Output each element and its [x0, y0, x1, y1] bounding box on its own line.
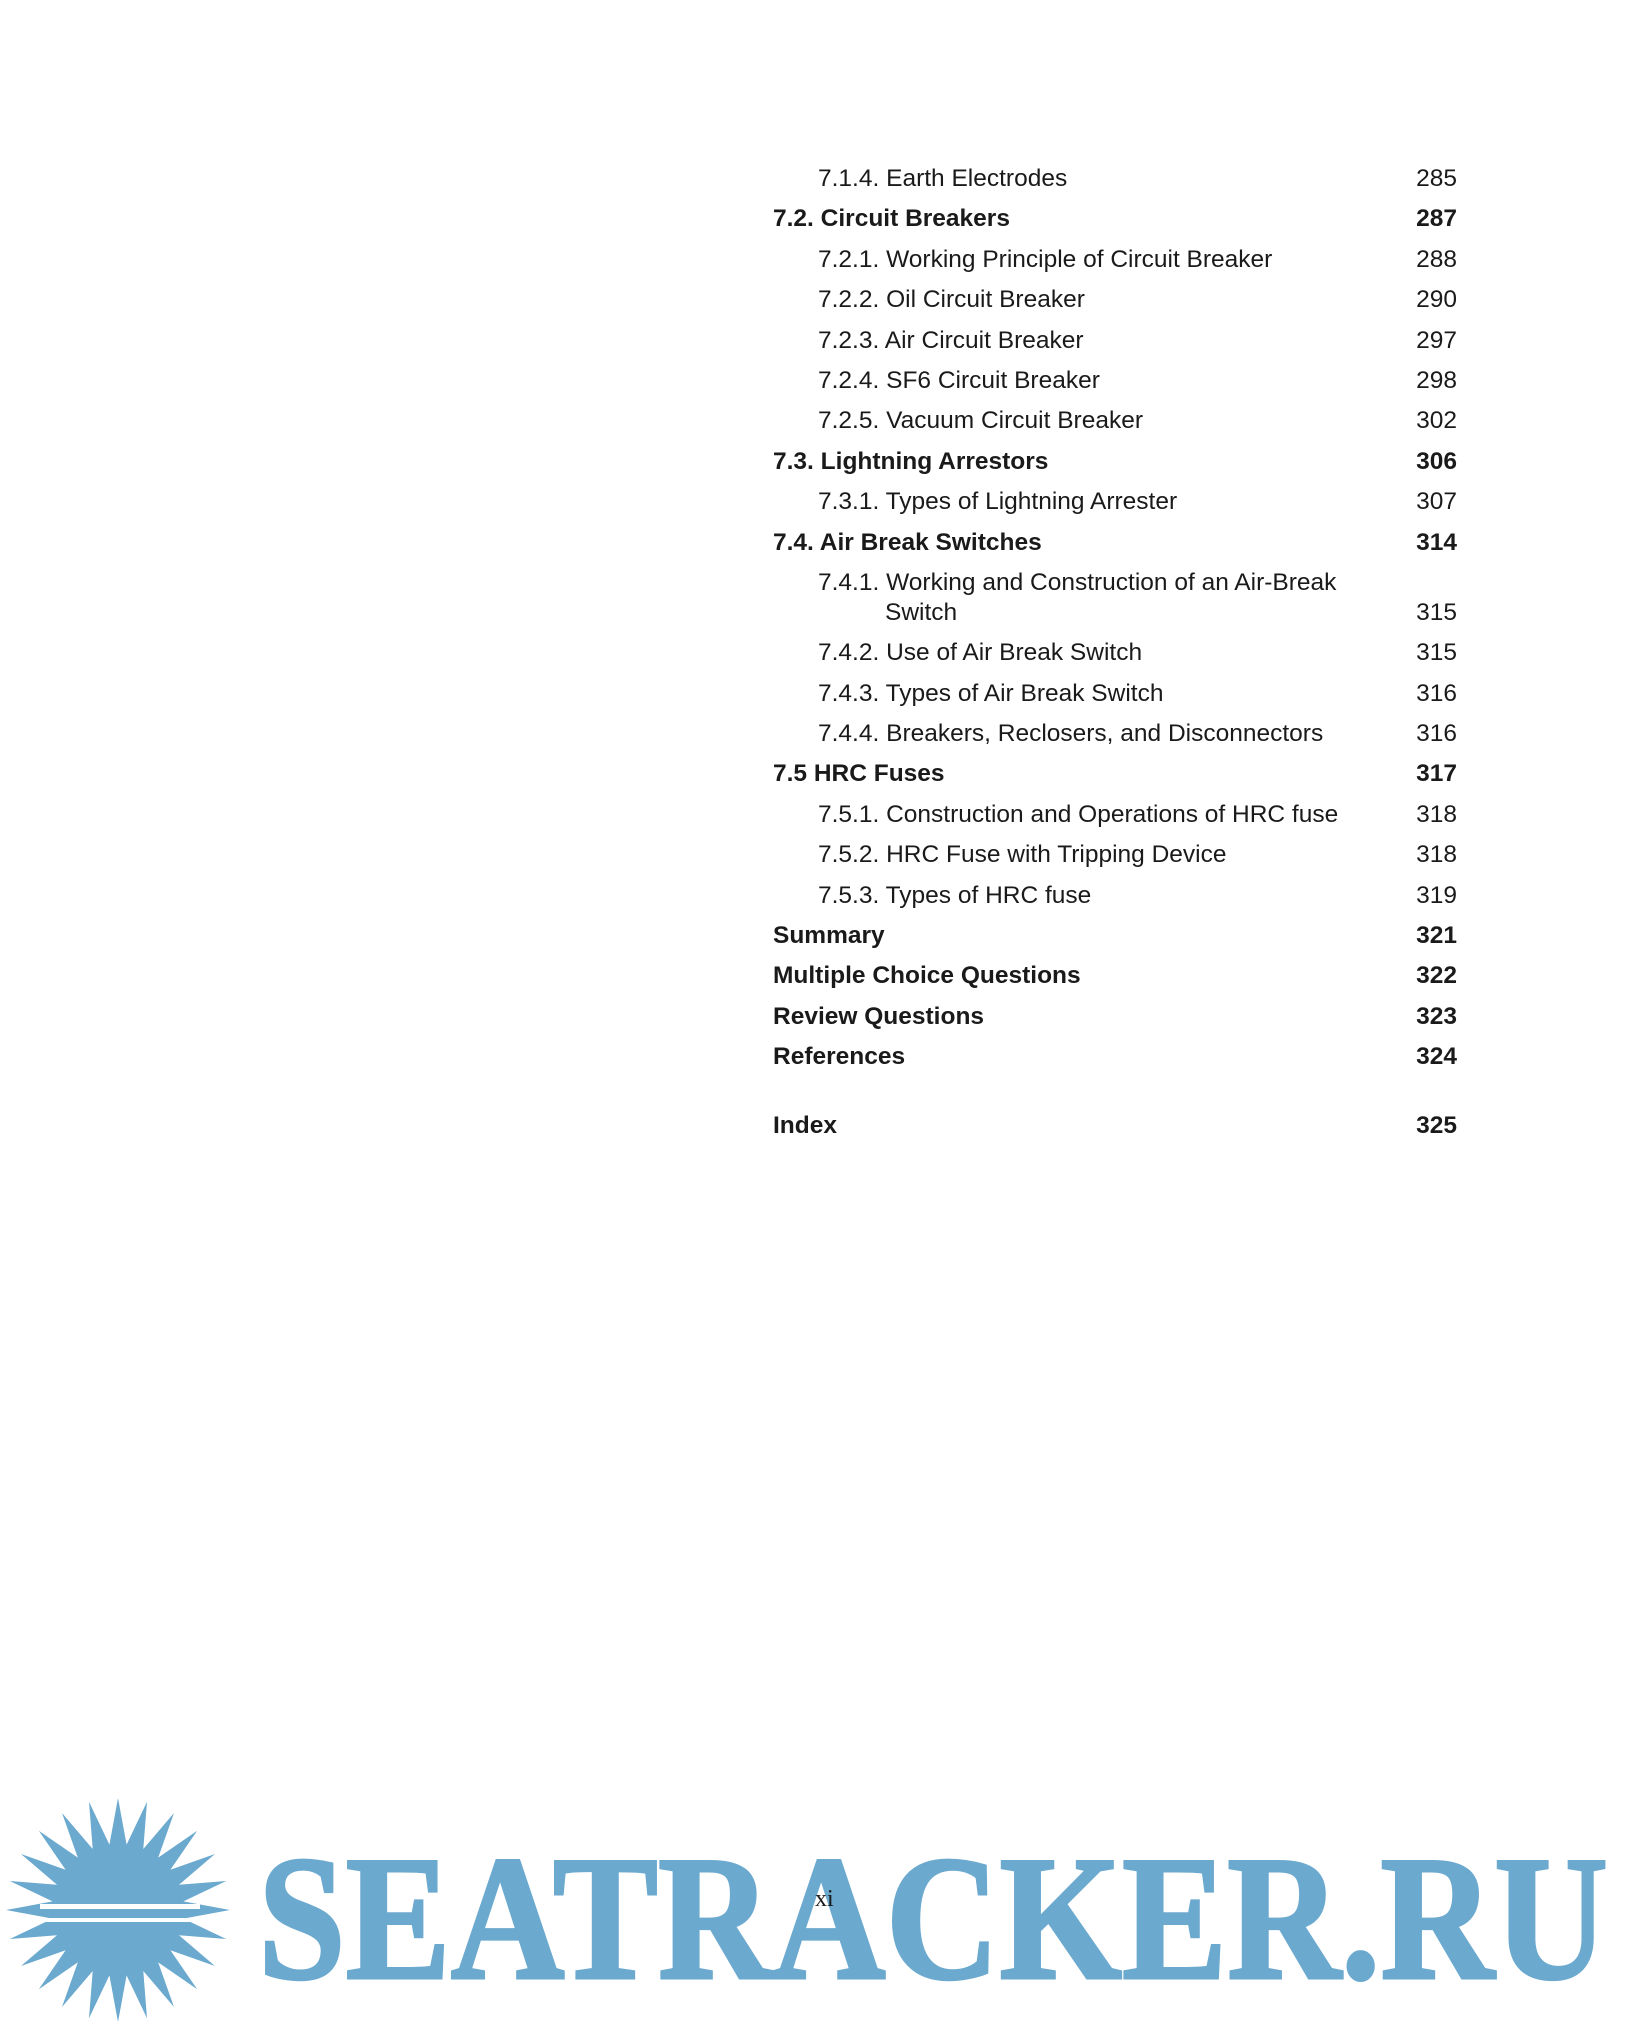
toc-entry[interactable] — [773, 881, 1457, 911]
toc-entry-title: 7.1.4. Earth Electrodes — [818, 165, 1068, 192]
toc-entry-page: 315 — [1416, 639, 1457, 667]
toc-entry-title: 7.2.5. Vacuum Circuit Breaker — [818, 407, 1143, 435]
toc-entry[interactable] — [773, 1111, 1457, 1141]
toc-entry-page: 324 — [1416, 1043, 1457, 1071]
toc-entry-title: 7.4.3. Types of Air Break Switch — [818, 679, 1164, 707]
toc-entry-title: 7.2.1. Working Principle of Circuit Breaker — [818, 245, 1273, 273]
toc-entry[interactable] — [773, 1002, 1457, 1032]
toc-entry[interactable] — [773, 245, 1457, 275]
toc-entry-page: 285 — [1416, 165, 1457, 192]
toc-entry-title: 7.5.1. Construction and Operations of HRC fuse — [818, 800, 1339, 828]
toc-entry-title: Summary — [773, 922, 885, 950]
toc-entry-title: 7.2. Circuit Breakers — [773, 205, 1010, 233]
toc-entry[interactable] — [773, 921, 1457, 951]
toc-entry-title: 7.5.3. Types of HRC fuse — [818, 881, 1092, 909]
toc-entry-page: 322 — [1416, 962, 1457, 990]
toc-entry-page: 297 — [1416, 326, 1457, 354]
toc-entry-title: Multiple Choice Questions — [773, 962, 1081, 990]
toc-entry[interactable] — [773, 840, 1457, 870]
horizon-line — [40, 1904, 200, 1909]
toc-entry-title: 7.3.1. Types of Lightning Arrester — [818, 488, 1178, 516]
toc-entry-page: 316 — [1416, 720, 1457, 748]
toc-entry-title: 7.5 HRC Fuses — [773, 760, 945, 788]
toc-entry[interactable] — [773, 487, 1457, 517]
toc-entry-title: 7.4.2. Use of Air Break Switch — [818, 639, 1143, 667]
toc-entry-title: References — [773, 1043, 906, 1071]
toc-entry-title: Index — [773, 1112, 837, 1140]
toc-entry[interactable] — [773, 447, 1457, 477]
toc-entry[interactable] — [773, 1042, 1457, 1072]
toc-entry-page: 306 — [1416, 447, 1457, 475]
toc-entry-title-line1: 7.4.1. Working and Construction of an Air-Break — [818, 568, 1337, 596]
toc-entry-title: Review Questions — [773, 1002, 985, 1030]
toc-entry-title-line2: Switch — [885, 598, 958, 626]
toc-entry[interactable] — [773, 406, 1457, 436]
toc-entry[interactable] — [773, 679, 1457, 709]
table-of-contents — [773, 164, 1457, 1152]
toc-entry-page: 318 — [1416, 800, 1457, 828]
toc-entry[interactable] — [773, 285, 1457, 315]
toc-entry-title — [773, 568, 1378, 628]
toc-entry[interactable] — [773, 204, 1457, 234]
toc-entry[interactable] — [773, 719, 1457, 749]
toc-entry-page: 323 — [1416, 1002, 1457, 1030]
toc-entry[interactable] — [773, 326, 1457, 356]
horizon-line — [30, 1918, 210, 1922]
toc-entry-title: 7.2.4. SF6 Circuit Breaker — [818, 366, 1100, 394]
toc-entry-page: 325 — [1416, 1112, 1457, 1140]
toc-entry[interactable] — [773, 961, 1457, 991]
toc-entry[interactable] — [773, 164, 1457, 194]
toc-entry-page: 318 — [1416, 841, 1457, 869]
toc-entry[interactable] — [773, 638, 1457, 668]
toc-entry-page: 298 — [1416, 366, 1457, 394]
toc-entry-page: 314 — [1416, 528, 1457, 556]
toc-entry[interactable] — [773, 759, 1457, 789]
toc-entry[interactable] — [773, 528, 1457, 558]
toc-entry-page: 317 — [1416, 760, 1457, 788]
toc-entry[interactable] — [773, 366, 1457, 396]
toc-entry[interactable] — [773, 800, 1457, 830]
toc-entry-title: 7.2.3. Air Circuit Breaker — [818, 326, 1084, 354]
toc-entry-page: 319 — [1416, 881, 1457, 909]
toc-entry-page: 321 — [1416, 922, 1457, 950]
toc-entry-page: 287 — [1416, 205, 1457, 233]
toc-entry-page: 315 — [1416, 598, 1457, 626]
toc-entry-page: 290 — [1416, 286, 1457, 314]
toc-entry-title: 7.4. Air Break Switches — [773, 528, 1042, 556]
toc-entry-page: 288 — [1416, 245, 1457, 273]
sun-icon — [6, 1798, 230, 2022]
toc-entry-page: 302 — [1416, 407, 1457, 435]
toc-entry-title: 7.3. Lightning Arrestors — [773, 447, 1049, 475]
toc-entry-title: 7.4.4. Breakers, Reclosers, and Disconnectors — [818, 720, 1324, 748]
toc-entry-title: 7.2.2. Oil Circuit Breaker — [818, 286, 1085, 314]
page-number: xi — [815, 1886, 834, 1912]
sun-disc-icon — [56, 1848, 180, 1972]
toc-entry[interactable] — [773, 568, 1457, 628]
toc-entry-title: 7.5.2. HRC Fuse with Tripping Device — [818, 841, 1227, 869]
toc-entry-page: 307 — [1416, 488, 1457, 516]
toc-entry-page: 316 — [1416, 679, 1457, 707]
watermark-text: SEATRACKER.RU — [258, 1819, 1608, 2017]
